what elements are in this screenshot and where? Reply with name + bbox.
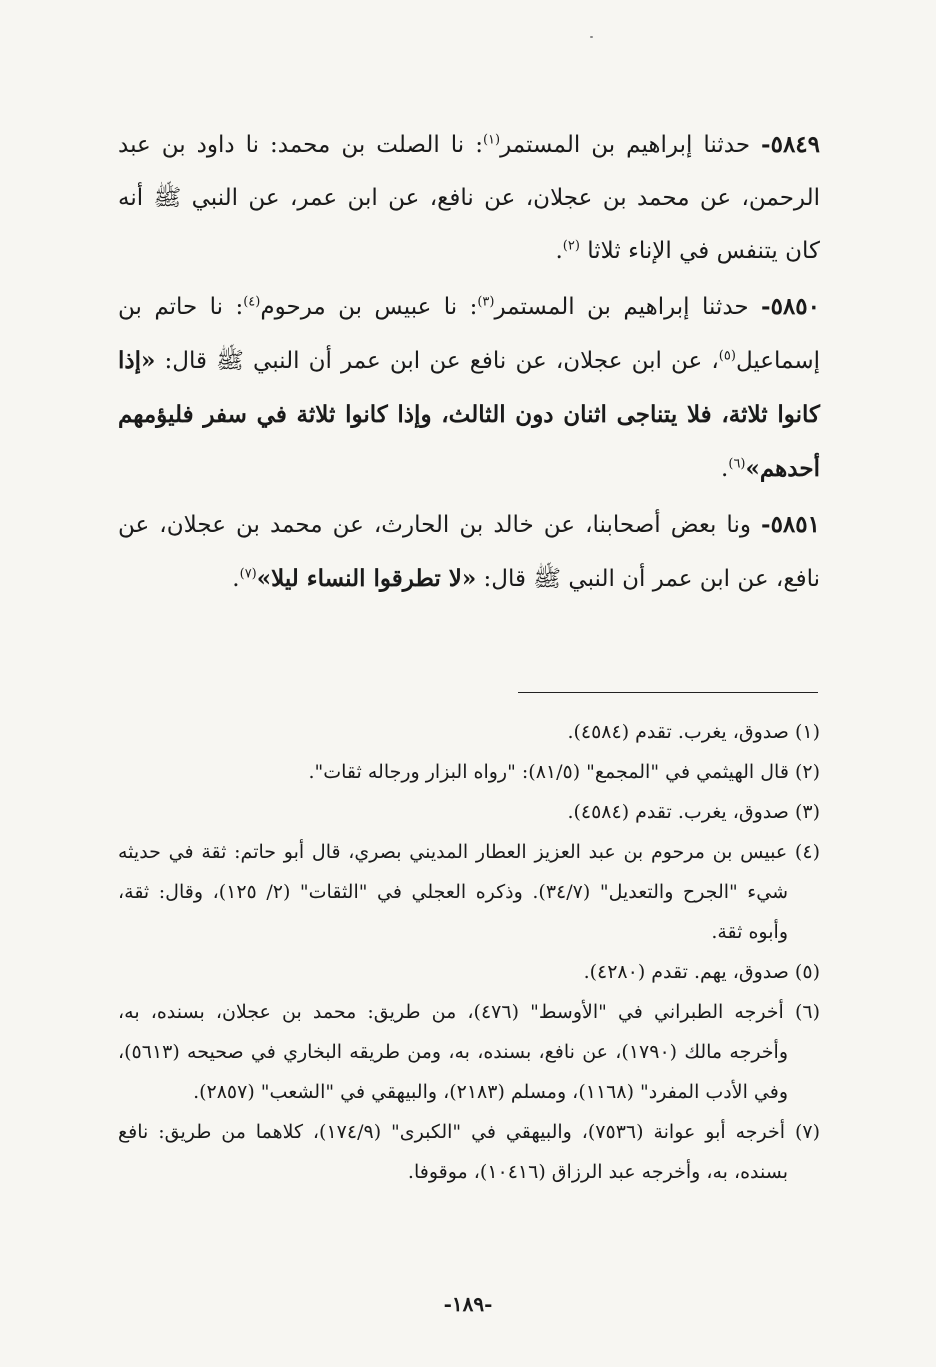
hadith-dash: - <box>761 293 771 320</box>
hadith-matn: «لا تطرقوا النساء ليلا» <box>256 565 477 592</box>
hadith-number: ٥٨٤٩ <box>770 131 821 158</box>
hadith-number: ٥٨٥١ <box>770 511 820 538</box>
footnote-6: (٦) أخرجه الطبراني في "الأوسط" (٤٧٦)، من طريق: محمد بن عجلان، بسنده، به، وأخرجه مالك (١٧٩٠)، عن نافع، بسنده، به، ومن طريقه البخاري في صحيحه (٥٦١٣)، وفي الأدب المفرد" (١١٦٨)، ومسلم (٢١٨٣)، والبيهقي في "الشعب" (٢٨٥٧). <box>118 1001 820 1103</box>
page-number: -١٨٩- <box>443 1292 493 1316</box>
hadith-end: . <box>555 238 563 264</box>
hadith-number: ٥٨٥٠ <box>770 293 820 320</box>
hadith-text: ونا بعض أصحابنا، عن خالد بن الحارث، عن محمد بن عجلان، عن نافع، عن ابن عمر أن النبي ﷺ قال: <box>118 512 820 592</box>
main-text <box>118 118 820 608</box>
hadith-5850 <box>118 280 820 496</box>
footnotes <box>118 712 820 1192</box>
hadith-text: حدثنا إبراهيم بن المستمر <box>494 294 762 320</box>
hadith-matn: «إذا كانوا ثلاثة، فلا يتناجى اثنان دون الثالث، وإذا كانوا ثلاثة في سفر فليؤمهم أحدهم» <box>118 347 820 482</box>
footnote-ref: (٢) <box>562 238 580 254</box>
hadith-end: . <box>232 566 240 592</box>
hadith-text: حدثنا إبراهيم بن المستمر <box>500 132 762 158</box>
hadith-5851 <box>118 498 820 606</box>
hadith-text: ، عن ابن عجلان، عن نافع عن ابن عمر أن النبي ﷺ قال: <box>155 348 719 374</box>
footnote-ref: (٦) <box>728 456 746 472</box>
hadith-5849 <box>118 118 820 278</box>
footnote-ref: (٣) <box>477 294 495 310</box>
footnote-3: (٣) صدوق، يغرب. تقدم (٤٥٨٤). <box>567 801 820 823</box>
hadith-end: . <box>721 456 729 482</box>
footnote-4: (٤) عبيس بن مرحوم بن عبد العزيز العطار المديني بصري، قال أبو حاتم: ثقة في حديثه شيء "الجرح والتعديل" (٣٤/٧). وذكره العجلي في "الثقات" (٢/ ١٢٥)، وقال: ثقة، وأبوه ثقة. <box>118 841 820 943</box>
hadith-dash: - <box>761 511 771 538</box>
footnote-ref: (٤) <box>243 294 261 310</box>
hadith-dash: - <box>761 131 771 158</box>
hadith-text: : نا حاتم بن إسماعيل <box>118 294 820 374</box>
footnote-1: (١) صدوق، يغرب. تقدم (٤٥٨٤). <box>567 721 820 743</box>
hadith-text: : نا الصلت بن محمد: نا داود بن عبد الرحمن، عن محمد بن عجلان، عن نافع، عن ابن عمر، عن النبي ﷺ أنه كان يتنفس في الإناء ثلاثا <box>118 132 820 264</box>
footnote-separator <box>518 692 818 693</box>
footnote-2: (٢) قال الهيثمي في "المجمع" (٨١/٥): "رواه البزار ورجاله ثقات". <box>308 761 820 783</box>
footnote-5: (٥) صدوق، يهم. تقدم (٤٢٨٠). <box>583 961 820 983</box>
scan-speck <box>590 36 593 38</box>
footnote-ref: (٥) <box>718 348 736 364</box>
footnote-ref: (٧) <box>239 566 257 582</box>
footnote-ref: (١) <box>482 132 501 148</box>
hadith-text: : نا عبيس بن مرحوم <box>260 294 478 320</box>
footnote-7: (٧) أخرجه أبو عوانة (٧٥٣٦)، والبيهقي في "الكبرى" (١٧٤/٩)، كلاهما من طريق: نافع بسنده، به، وأخرجه عبد الرزاق (١٠٤١٦)، موقوفا. <box>118 1121 820 1183</box>
